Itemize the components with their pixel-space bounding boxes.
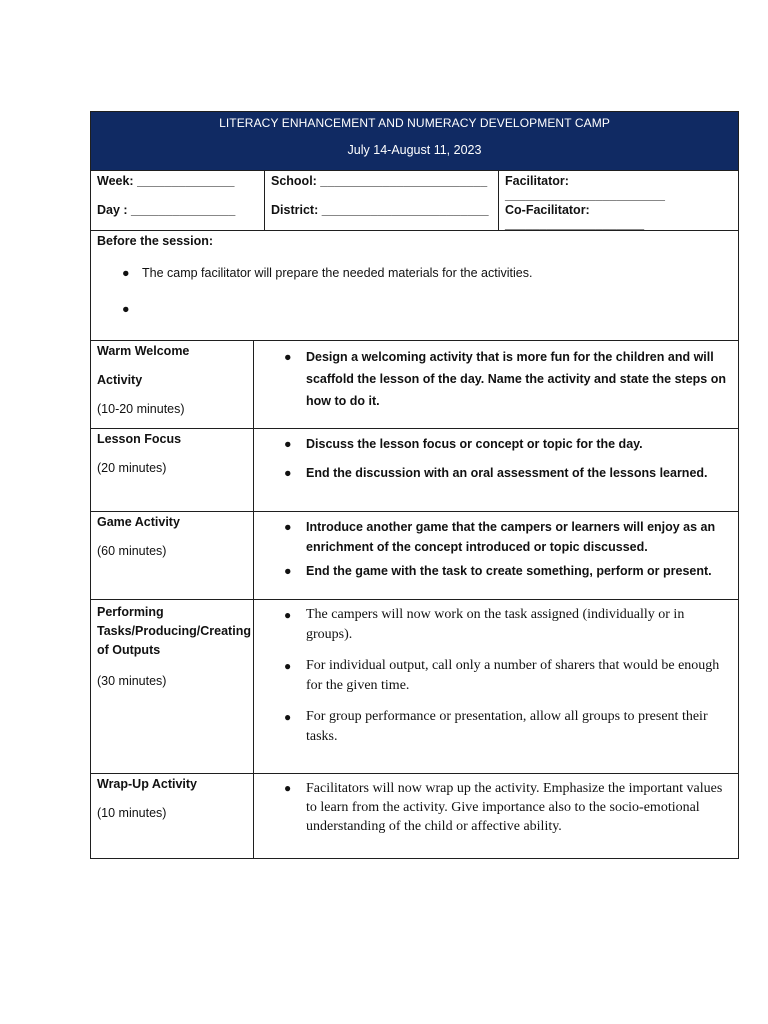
- before-session-list: [97, 266, 732, 316]
- activity-title: of Outputs: [97, 643, 161, 657]
- bullet-icon: ●: [122, 302, 130, 316]
- bullet-icon: ●: [284, 608, 292, 622]
- activity-duration: (10 minutes): [97, 806, 167, 820]
- bullet-icon: ●: [284, 466, 292, 480]
- list-item: ● The campers will now work on the task assigned (individually or in groups).: [284, 607, 685, 642]
- activity-row-lesson-focus: [91, 429, 738, 512]
- week-field: Week: ______________: [97, 174, 235, 188]
- list-item: [97, 302, 732, 316]
- co-facilitator-field: Co-Facilitator: ____________________: [505, 203, 645, 231]
- list-item: ● Design a welcoming activity that is more fun for the children and will scaffold the lesson of the day. Name the activity and state the steps on how to do it.: [284, 346, 728, 412]
- activity-title: Performing: [97, 605, 164, 619]
- school-field: School: ________________________: [271, 174, 488, 188]
- activity-title: Tasks/Producing/Creating: [97, 624, 251, 638]
- school-district-cell: [264, 171, 498, 230]
- list-item: ● Discuss the lesson focus or concept or topic for the day.: [284, 434, 728, 454]
- bullet-icon: ●: [122, 266, 130, 280]
- activity-row-wrap-up: [91, 774, 738, 858]
- bullet-icon: ●: [284, 659, 292, 673]
- week-day-cell: [91, 171, 264, 230]
- list-item: ● Introduce another game that the campers or learners will enjoy as an enrichment of the concept introduced or topic discussed.: [284, 517, 728, 557]
- day-field: Day : _______________: [97, 203, 236, 217]
- activity-duration: (10-20 minutes): [97, 402, 185, 416]
- activity-row-warm-welcome: [91, 341, 738, 429]
- before-session-label: Before the session:: [97, 234, 214, 248]
- activity-title-cell: [91, 774, 254, 858]
- bullet-icon: ●: [284, 710, 292, 724]
- activity-title-cell: [91, 512, 254, 599]
- activity-duration: (30 minutes): [97, 674, 167, 688]
- activity-row-game: [91, 512, 738, 600]
- session-plan-table: [90, 111, 739, 859]
- camp-title: LITERACY ENHANCEMENT AND NUMERACY DEVELOPMENT CAMP: [219, 116, 610, 130]
- activity-row-performing-tasks: [91, 600, 738, 774]
- before-session-section: [91, 231, 738, 341]
- activity-title-cell: [91, 341, 254, 428]
- list-item: ● For group performance or presentation, allow all groups to present their tasks.: [284, 709, 708, 744]
- activity-title: Warm Welcome: [97, 344, 190, 358]
- activity-details-cell: [254, 774, 738, 858]
- list-item: ● Facilitators will now wrap up the activity. Emphasize the important values to learn from the activity. Give importance also to the socio-emotional understanding of the child or affective ability.: [284, 781, 723, 834]
- activity-title-cell: [91, 429, 254, 511]
- activity-title: Lesson Focus: [97, 432, 182, 446]
- activity-details-cell: [254, 600, 738, 773]
- camp-banner: [91, 112, 738, 171]
- activity-title: Game Activity: [97, 515, 180, 529]
- bullet-icon: ●: [284, 564, 292, 578]
- activity-title: Wrap-Up Activity: [97, 777, 198, 791]
- list-item: ● The camp facilitator will prepare the needed materials for the activities.: [122, 266, 533, 280]
- bullet-icon: ●: [284, 437, 292, 451]
- camp-dates: July 14-August 11, 2023: [347, 143, 482, 157]
- bullet-icon: ●: [284, 520, 292, 534]
- activity-title-cell: [91, 600, 254, 773]
- facilitator-field: Facilitator: _______________________: [505, 174, 665, 202]
- activity-details-cell: [254, 512, 738, 599]
- header-fields: [91, 171, 738, 231]
- activity-duration: (20 minutes): [97, 461, 167, 475]
- activity-details-cell: [254, 341, 738, 428]
- district-field: District: ________________________: [271, 203, 489, 217]
- list-item: ● End the discussion with an oral assessment of the lessons learned.: [284, 463, 728, 483]
- facilitator-cell: [498, 171, 738, 230]
- bullet-icon: ●: [284, 781, 292, 795]
- bullet-icon: ●: [284, 350, 292, 364]
- list-item: ● End the game with the task to create something, perform or present.: [284, 561, 728, 581]
- activity-details-cell: [254, 429, 738, 511]
- activity-title: Activity: [97, 373, 143, 387]
- list-item: ● For individual output, call only a number of sharers that would be enough for the given time.: [284, 658, 720, 693]
- activity-duration: (60 minutes): [97, 544, 167, 558]
